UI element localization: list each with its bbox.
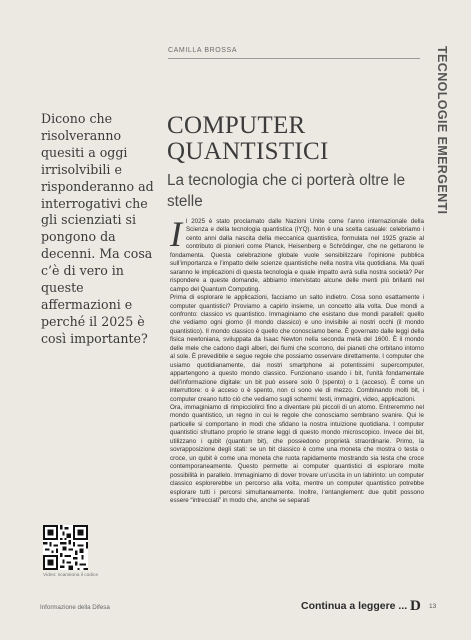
- author-name: CAMILLA BROSSA: [168, 47, 238, 54]
- paragraph-text: l 2025 è stato proclamato dalle Nazioni Unite come l’anno internazionale della Scienza e della tecnologia quantistica (IYQ). Non è una scelta casuale: celebriamo i cento anni dalla nascita della meccanica quantistica, formulata nel 1925 grazie al contributo di pionieri come Planck, Heisenberg e Schrödinger, che ne gettarono le fondamenta. Questa celebrazione globale vuole sensibilizzare l’opinione pubblica sull’importanza e l’impatto delle scienze quantistiche nella nostra vita quotidiana. Ma quali saranno le implicazioni di questa tecnologia e quale impatto avrà sulla nostra società? Per rispondere a queste domande, abbiamo intervistato alcune delle menti più brillanti nel campo del Quantum Computing.: [170, 218, 424, 293]
- section-tag-label: TECNOLOGIE EMERGENTI: [435, 46, 449, 215]
- publication-name: Informazione della Difesa: [40, 604, 110, 611]
- body-paragraph: Ora, immaginiamo di rimpicciolirci fino a diventare più piccoli di un atomo. Entreremmo nel mondo quantistico, un regno in cui le regole che conosciamo sembrano svanire. Qui le particelle si comportano in modi che sfidano la nostra intuizione quotidiana. I computer quantistici sfruttano proprio le strane leggi di questo mondo microscopico. Invece dei bit, utilizzano i qubit (quantum bit), che possiedono proprietà straordinarie. Primo, la sovrapposizione degli stati: se un bit classico è come una moneta che mostra o testa o croce, un qubit è come una moneta che ruota rapidamente mostrando sia testa che croce contemporaneamente. Questo permette ai computer quantistici di esplorare molte possibilità in parallelo. Immaginiamo di dover trovare un’uscita in un labirinto: un computer classico esplorerebbe un percorso alla volta, mentre un computer quantistico potrebbe esplorare tutti i percorsi simultaneamente. Inoltre, l’entanglement: due qubit possono essere “intrecciati” in modo che, anche se separati: [170, 403, 424, 504]
- author-divider: [168, 58, 420, 59]
- article-body: [170, 214, 424, 505]
- page-number: 13: [429, 603, 437, 610]
- article-title: COMPUTER QUANTISTICI: [167, 112, 329, 165]
- qr-code-icon[interactable]: [43, 525, 88, 570]
- body-paragraph: [170, 214, 424, 294]
- drop-cap: I: [170, 214, 182, 254]
- qr-caption: Video: scansiona il codice: [43, 573, 99, 578]
- logo-icon: D: [410, 598, 421, 614]
- article-subtitle: La tecnologia che ci porterà oltre le stelle: [167, 172, 406, 210]
- body-paragraph: Prima di esplorare le applicazioni, facciamo un salto indietro. Cosa sono esattamente i computer quantistici? Proviamo a capirlo insieme, un concetto alla volta. Due mondi a confronto: classico vs quantistico. Immaginiamo che esistano due mondi paralleli: quello che vediamo ogni giorno (il mondo classico) e uno invisibile ai nostri occhi (il mondo quantistico). Il mondo classico è quello che conosciamo bene. È governato dalle leggi della fisica newtoniana, sviluppata da Isaac Newton nella seconda metà del 1600. È il mondo delle mele che cadono dagli alberi, dei fiumi che scorrono, dei pianeti che orbitano intorno al sole. È prevedibile e segue regole che possiamo osservare direttamente. I computer che usiamo quotidianamente, dai nostri smartphone ai potentissimi supercomputer, appartengono a questo mondo classico. Funzionano usando i bit, l’unità fondamentale dell’informazione digitale: un bit può essere solo 0 (spento) o 1 (acceso). È come un interruttore: o è acceso o è spento, non ci sono vie di mezzo. Combinando molti bit, i computer creano tutto ciò che vediamo sugli schermi: testi, immagini, video, applicazioni.: [170, 294, 424, 403]
- pull-quote: Dicono che risolveranno quesiti a oggi irrisolvibili e risponderanno ad interrogativi che gli scienziati si pongono da decenni. Ma cosa c’è di vero in queste affermazioni e perché il 2025 è così importante?: [41, 111, 154, 346]
- continue-reading-link[interactable]: Continua a leggere ...: [301, 600, 408, 612]
